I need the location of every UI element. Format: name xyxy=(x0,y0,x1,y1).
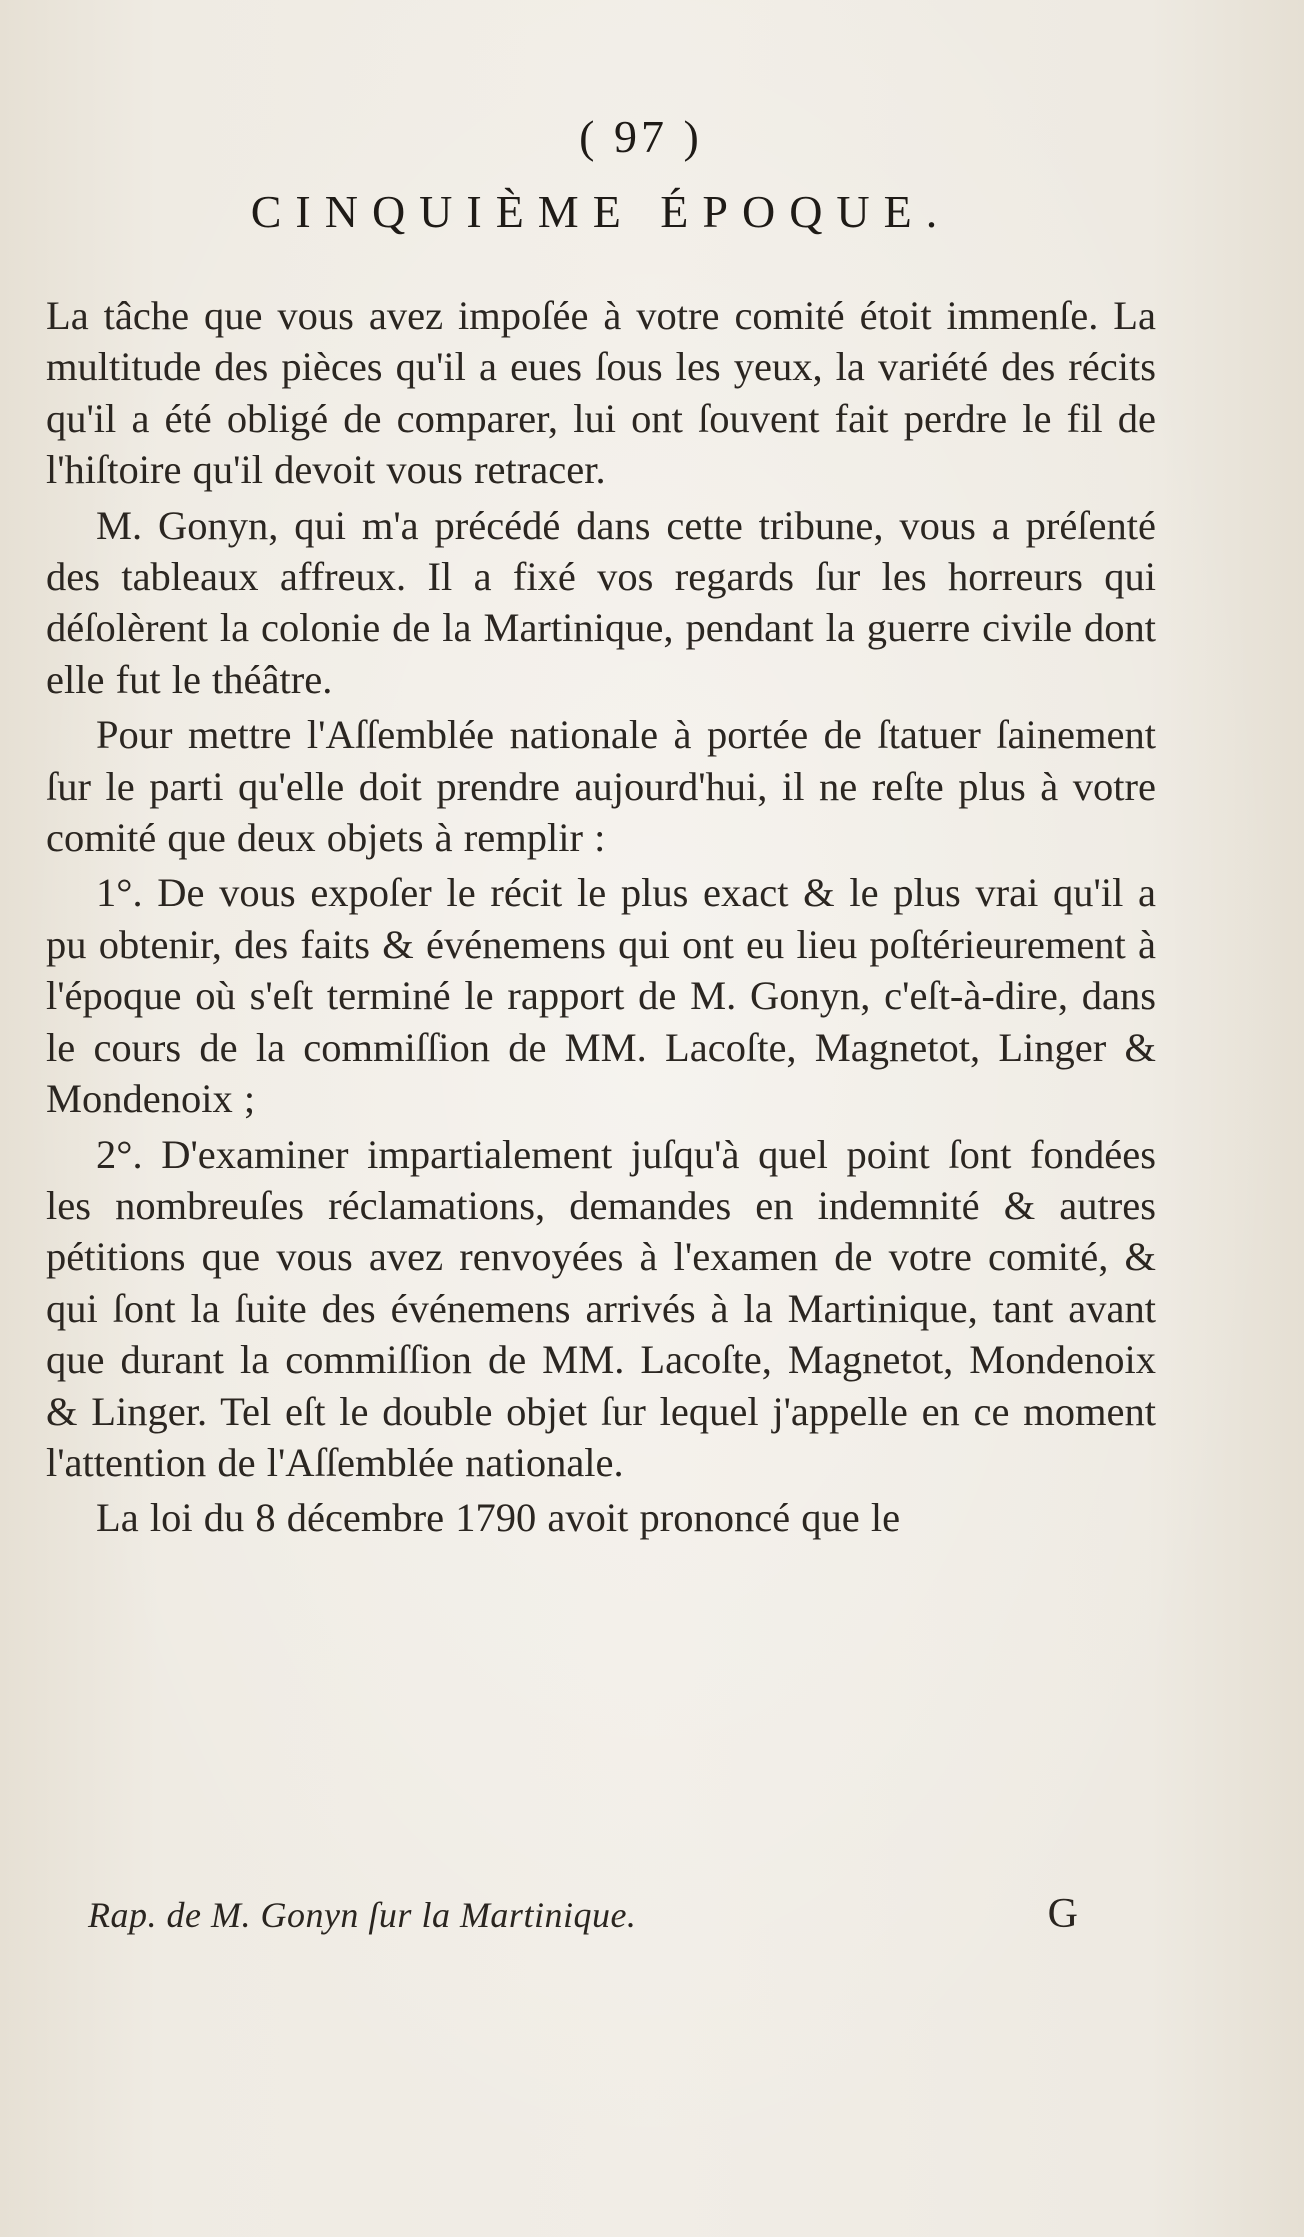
section-heading: CINQUIÈME ÉPOQUE. xyxy=(250,186,952,237)
running-title: Rap. de M. Gonyn ſur la Martinique. xyxy=(88,1895,637,1935)
paragraph-5: 2°. D'examiner impartialement juſqu'à quel point ſont fondées les nombreuſes réclamations, demandes en indemnité & autres pétitions que vous avez renvoyées à l'examen de votre comité, & qui ſont la ſuite des événemens arrivés à la Martinique, tant avant que durant la commiſſion de MM. Lacoſte, Magnetot, Mondenoix & Linger. Tel eſt le double objet ſur lequel j'appelle en ce moment l'attention de l'Aſſemblée nationale. xyxy=(46,1131,1156,1485)
page-footer xyxy=(88,1890,1098,1938)
paragraph-3: Pour mettre l'Aſſemblée nationale à portée de ſtatuer ſainement ſur le parti qu'elle doit prendre aujourd'hui, il ne reſte plus à votre comité que deux objets à remplir : xyxy=(46,712,1156,861)
paragraph-6: La loi du 8 décembre 1790 avoit prononcé que le xyxy=(96,1495,901,1541)
signature-mark: G xyxy=(1047,1891,1078,1937)
text-block xyxy=(46,110,1156,1544)
paragraph-4: 1°. De vous expoſer le récit le plus exact & le plus vrai qu'il a pu obtenir, des faits & événemens qui ont eu lieu poſtérieurement à l'époque où s'eſt terminé le rapport de M. Gonyn, c'eſt-à-dire, dans le cours de la commiſſion de MM. Lacoſte, Magnetot, Linger & Mondenoix ; xyxy=(46,870,1156,1122)
page-number: ( 97 ) xyxy=(579,111,703,162)
paragraph-1: La tâche que vous avez impoſée à votre comité étoit immenſe. La multitude des pièces qu'il a eues ſous les yeux, la variété des récits qu'il a été obligé de comparer, lui ont ſouvent fait perdre le fil de l'hiſtoire qu'il devoit vous retracer. xyxy=(46,293,1156,493)
paragraph-2: M. Gonyn, qui m'a précédé dans cette tribune, vous a préſenté des tableaux affreux. Il a fixé vos regards ſur les horreurs qui déſolèrent la colonie de la Martinique, pendant la guerre civile dont elle fut le théâtre. xyxy=(46,502,1156,702)
